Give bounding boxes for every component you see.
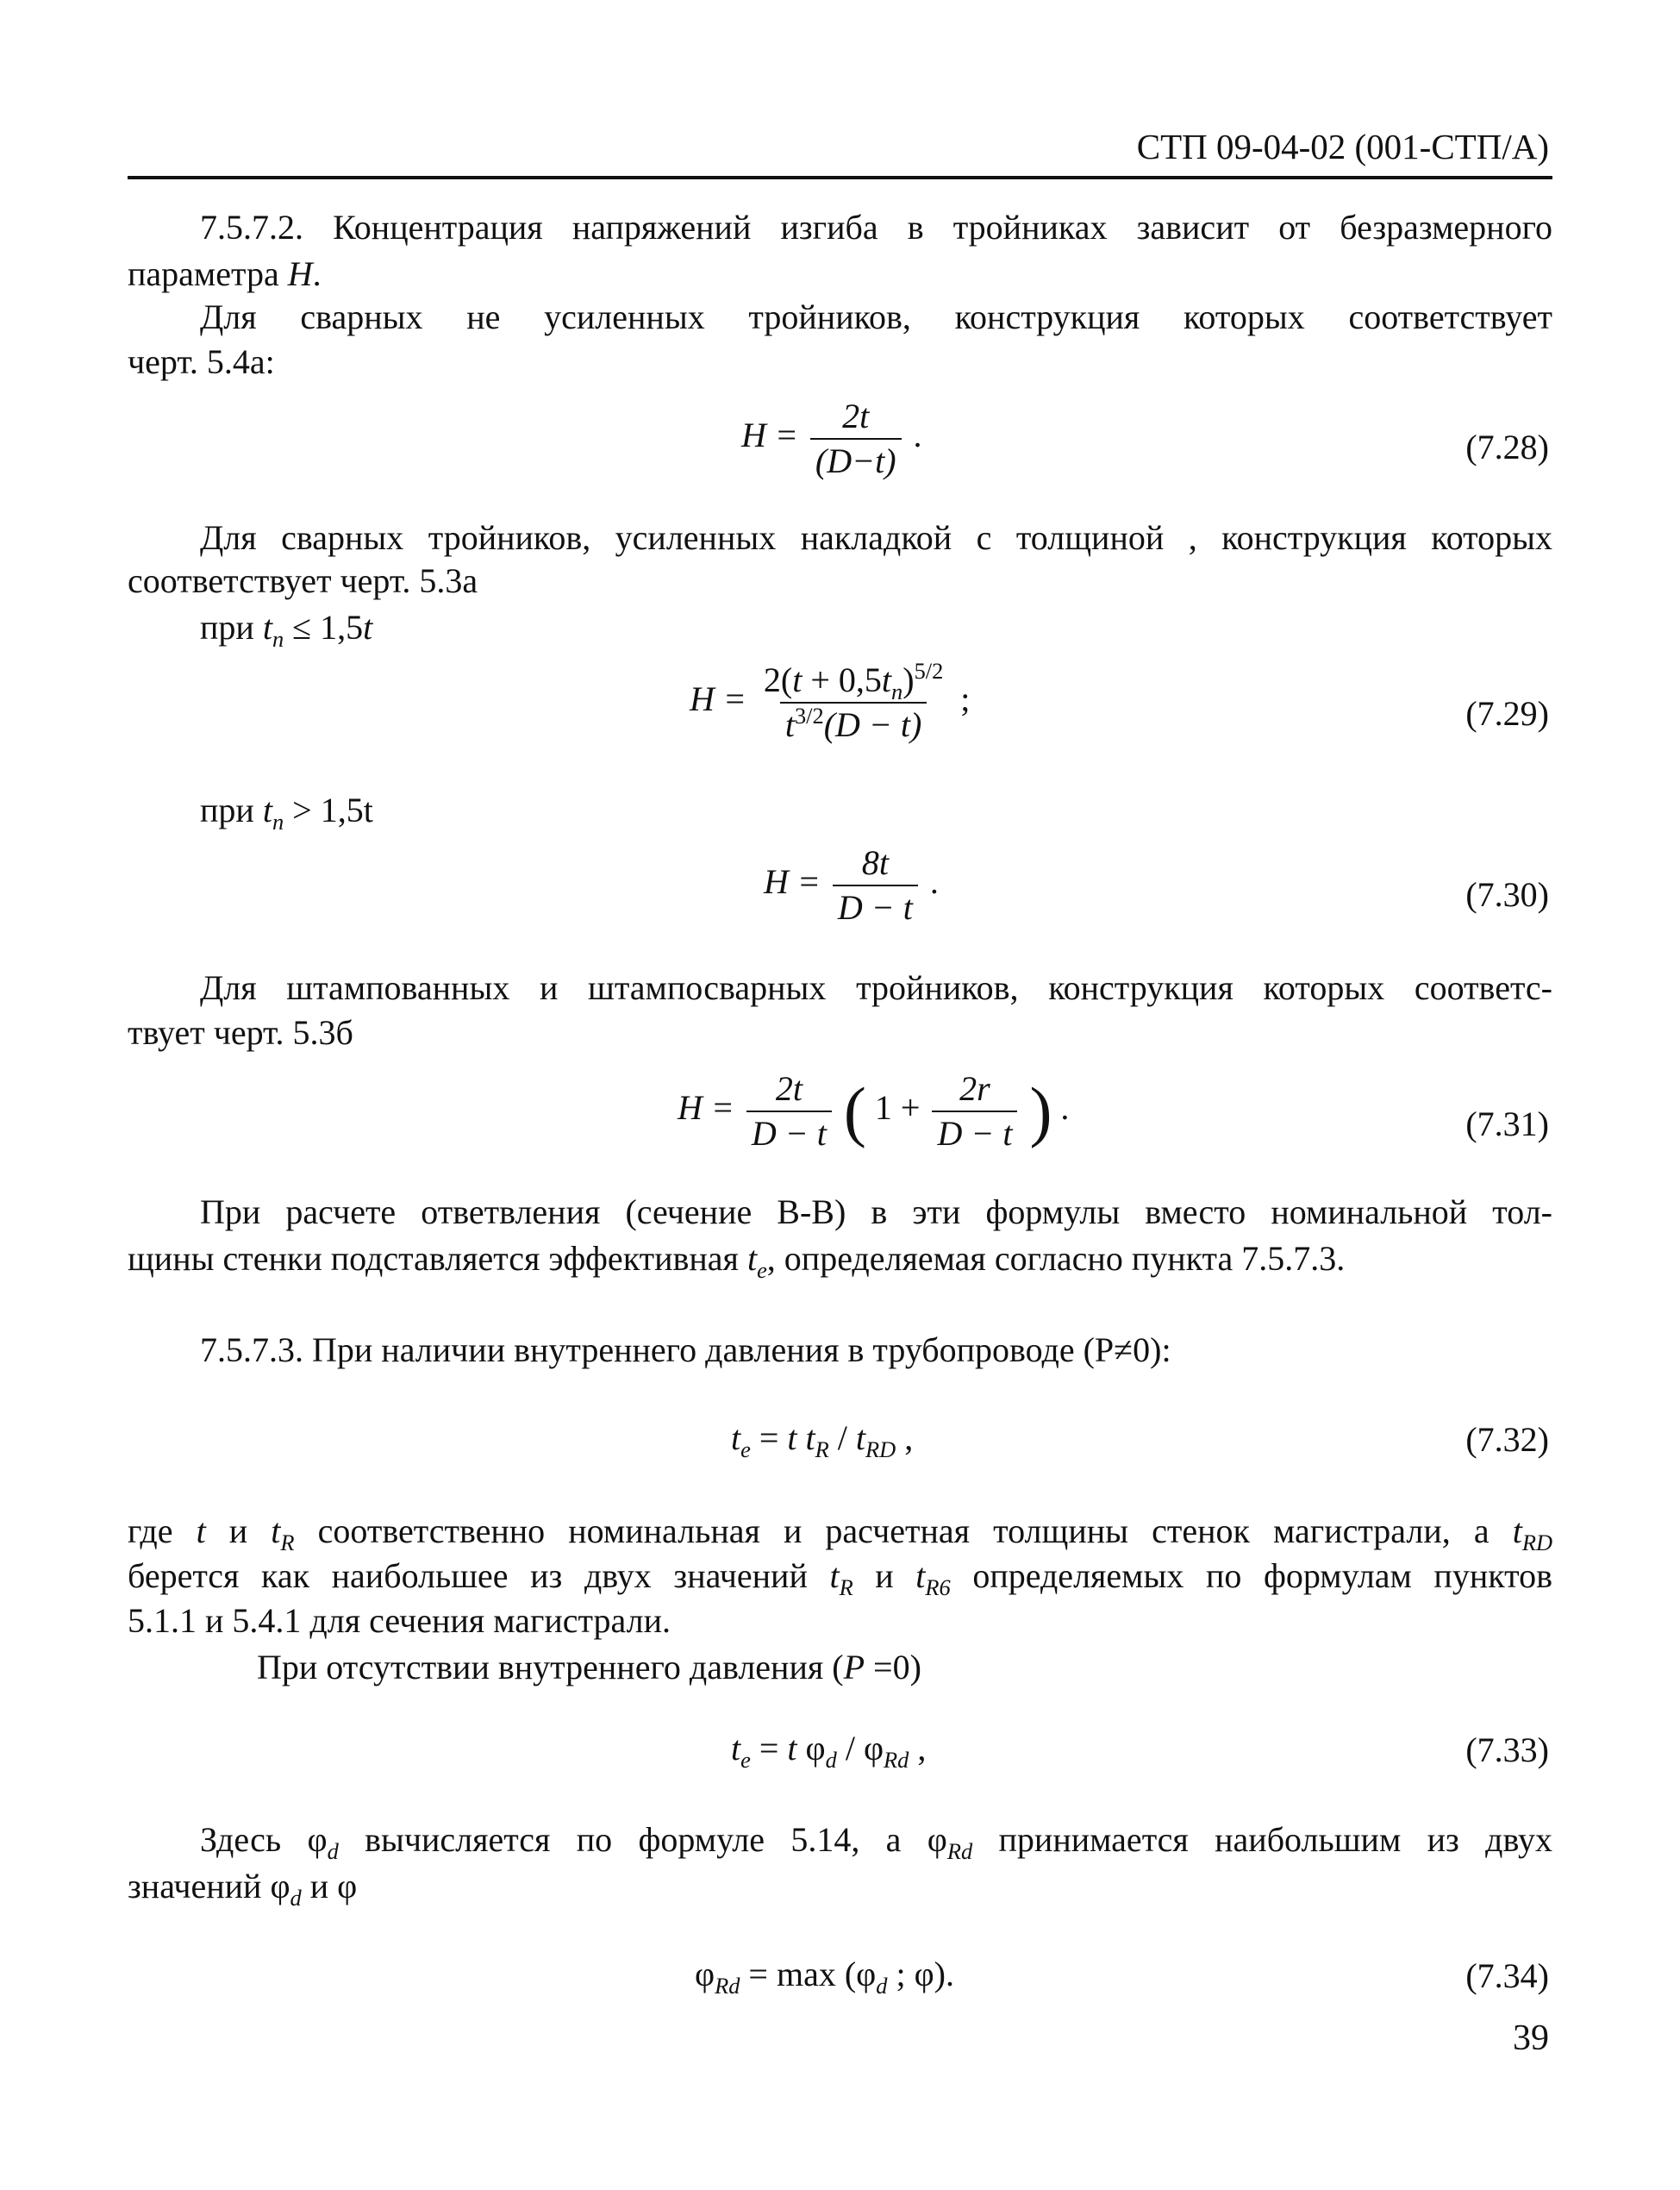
paragraph-reinforced-tees-line-2: соответствует черт. 5.3а [128, 561, 478, 600]
section-7-5-7-2-line-2: параметра H. [128, 254, 322, 293]
equation-number-7-30: (7.30) [1465, 875, 1549, 914]
equation-7-29: H = $\frac{2(t + 0,5t_n)^{5/2}}{t^{3/2}(D - t)}$ ; [690, 658, 971, 744]
paragraph-where-t-line-3: 5.1.1 и 5.4.1 для сечения магистрали. [128, 1601, 671, 1640]
condition-tn-gt-1-5t: при $t_n > 1,5t$ [200, 791, 373, 835]
equation-7-33: $t_e = t$ $\varphi_d / \varphi_{Rd}$ , [731, 1729, 927, 1773]
equation-7-28: H = $\frac{2t}{(D-t)}$ . [741, 397, 922, 480]
equation-7-32: $t_e = t$ $t_R / t_{RD}$ , [731, 1418, 914, 1462]
page-number: 39 [1513, 2018, 1549, 2058]
paragraph-reinforced-tees-line-1: Для сварных тройников, усиленных накладкой с толщиной , конструкция которых [200, 518, 1552, 557]
paragraph-branch-calculation-line-1: При расчете ответвления (сечение В-В) в эти формулы вместо номинальной тол- [200, 1192, 1552, 1231]
equation-7-31: H = $\frac{2t}{D - t}$ ( 1 + $\frac{2r}{D - t}$ ) . [678, 1069, 1070, 1153]
paragraph-where-t-line-1: где t и $t_R$ соответственно номинальная и расчетная толщины стенок магистрали, а $t_{RD}$ [128, 1511, 1553, 1555]
equation-number-7-32: (7.32) [1465, 1420, 1549, 1459]
equation-number-7-33: (7.33) [1465, 1730, 1549, 1769]
paragraph-stamped-tees-line-1: Для штампованных и штампосварных тройников, конструкция которых соответс- [200, 968, 1552, 1007]
equation-number-7-29: (7.29) [1465, 694, 1549, 733]
section-7-5-7-3-heading: 7.5.7.3. При наличии внутреннего давления в трубопроводе (P≠0): [200, 1330, 1171, 1369]
paragraph-unreinforced-tees-line-1: Для сварных не усиленных тройников, конструкция которых соответствует [200, 297, 1552, 336]
equation-7-30: H = $\frac{8t}{D - t}$ . [764, 843, 939, 927]
section-7-5-7-2-line-1: 7.5.7.2. Концентрация напряжений изгиба в тройниках зависит от безразмерного [200, 208, 1552, 247]
document-code: СТП 09-04-02 (001-СТП/А) [1136, 127, 1549, 166]
equation-number-7-34: (7.34) [1465, 1956, 1549, 1995]
equation-7-34: $\varphi_{Rd} = \max (\varphi_d$ ; φ). [695, 1955, 954, 1999]
paragraph-no-internal-pressure: При отсутствии внутреннего давления (P =0) [257, 1648, 921, 1686]
paragraph-branch-calculation-line-2: щины стенки подставляется эффективная $t_e$, определяемая согласно пункта 7.5.7.3. [128, 1239, 1346, 1283]
header-rule [128, 176, 1552, 179]
paragraph-here-phi-line-1: Здесь $\varphi_d$ вычисляется по формуле 5.14, а $\varphi_{Rd}$ принимается наибольшим из двух [200, 1820, 1552, 1864]
paragraph-stamped-tees-line-2: твует черт. 5.3б [128, 1013, 353, 1052]
paragraph-where-t-line-2: берется как наибольшее из двух значений $t_R$ и $t_{R6}$ определяемых по формулам пунктов [128, 1556, 1552, 1600]
condition-tn-le-1-5t: при $t_n \le 1,5t$ [200, 608, 373, 652]
equation-number-7-28: (7.28) [1465, 428, 1549, 466]
paragraph-here-phi-line-2: значений $\varphi_d$ и φ [128, 1867, 358, 1911]
equation-number-7-31: (7.31) [1465, 1104, 1549, 1143]
paragraph-unreinforced-tees-line-2: черт. 5.4а: [128, 342, 275, 381]
